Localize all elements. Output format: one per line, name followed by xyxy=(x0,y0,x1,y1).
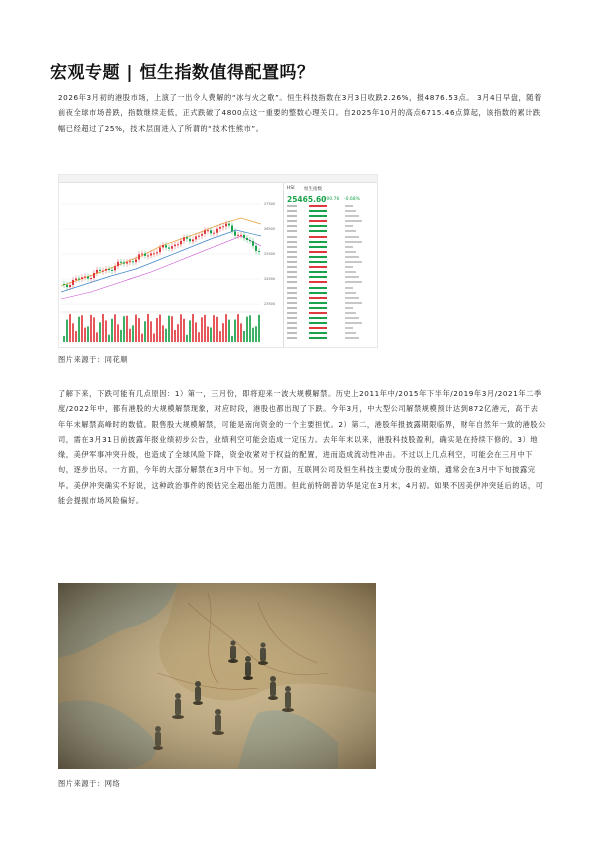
chart-toolbar xyxy=(59,175,377,183)
svg-text:23500: 23500 xyxy=(264,302,276,306)
index-name: 恒生指数 xyxy=(304,187,322,192)
caption-stock-source: 图片来源于：同花顺 xyxy=(58,355,129,364)
index-change-pct: -0.68% xyxy=(344,197,360,202)
svg-text:27500: 27500 xyxy=(264,202,276,206)
stock-chart-screenshot xyxy=(58,174,378,348)
caption-photo-source: 图片来源于：网络 xyxy=(58,779,121,788)
index-change: -300.76 xyxy=(322,197,340,202)
svg-text:24500: 24500 xyxy=(264,277,276,281)
svg-text:25500: 25500 xyxy=(264,252,276,256)
index-price: 25465.60 xyxy=(287,195,327,204)
quote-panel xyxy=(283,183,378,347)
map-figurines-photo xyxy=(58,583,376,769)
paragraph-analysis: 了解下来，下跌可能有几点原因：1）第一，三月份，即将迎来一波大规模解禁。历史上2011年中/2015年下半年/2019年3月/2021年二季度/2022年中，都有港股的大规模解禁现象，对应时段，港股也都出现了下跌。今年3月，中大型公司解禁规模预计达到872亿港元，高于去年年末解禁高峰时的数值。限售股大规模解禁，可能是南向资金的一个主要担忧。2）第二，港股年报披露期限临界，财年自然年一致的港股公司，需在3月31日前披露年报业绩初步公告，业绩利空可能会造成一定压力。去年年末以来，港股科技股盈利，确实是在持续下修的。3）地缘，美伊军事冲突升级，也造成了全球风险下降，资金收紧对于权益的配置，进而造成流动性冲击。不过以上几点利空，可能会在三月中下旬，逐步出尽。一方面，今年的大部分解禁在3月中下旬。另一方面，互联网公司及恒生科技主要成分股的业绩，通常会在3月中下旬披露完毕。美伊冲突确实不好说，这种政治事件的预估完全超出能力范围。但此前特朗普访华是定在3月末，4月初。如果不因美伊冲突延后的话，可能会提振市场风险偏好。 xyxy=(58,389,547,506)
page-title: 宏观专题 | 恒生指数值得配置吗？ xyxy=(50,63,315,83)
quote-rows xyxy=(287,205,375,343)
paragraph-intro: 2026年3月初的港股市场，上演了一出令人费解的“冰与火之歌”。恒生科技指数在3月3日收跌2.26%，报4876.53点。 3月4日早盘，随着前夜全球市场普跌，指数继续走低，正式跌破了4800点这一重要的整数心理关口。自2025年10月的高点6715.46点算起，该指数的累计跌幅已经超过了25%，技术层面进入了所谓的“技术性熊市”。 xyxy=(58,93,542,133)
index-code: HSI xyxy=(287,186,295,191)
svg-text:26500: 26500 xyxy=(264,227,276,231)
candlestick-chart xyxy=(61,184,281,344)
